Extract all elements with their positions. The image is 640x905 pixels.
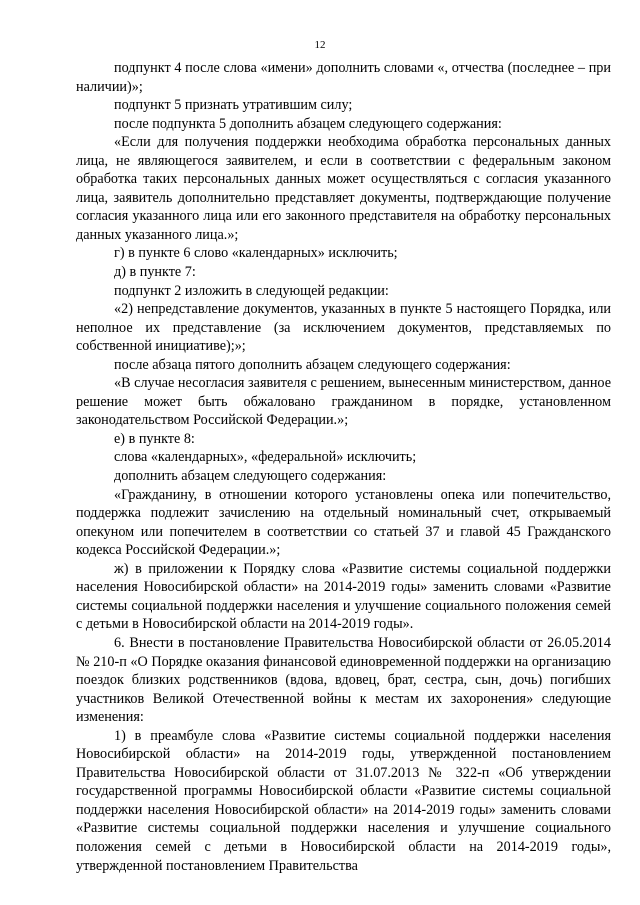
paragraph: «В случае несогласия заявителя с решением, вынесенным министерством, данное решение может быть обжаловано гражданином в порядке, установленном законодательством Российской Федерации.»; bbox=[76, 375, 611, 429]
paragraph: д) в пункте 7: bbox=[114, 264, 196, 281]
paragraph: подпункт 2 изложить в следующей редакции: bbox=[114, 282, 389, 299]
paragraph: слова «календарных», «федеральной» исключить; bbox=[114, 449, 417, 466]
paragraph: е) в пункте 8: bbox=[114, 430, 195, 447]
document-body bbox=[76, 59, 611, 875]
paragraph: подпункт 5 признать утратившим силу; bbox=[114, 97, 353, 114]
paragraph: после абзаца пятого дополнить абзацем следующего содержания: bbox=[114, 356, 511, 373]
paragraph: г) в пункте 6 слово «календарных» исключить; bbox=[114, 245, 398, 262]
paragraph: 6. Внести в постановление Правительства Новосибирской области от 26.05.2014 № 210-п «О Порядке оказания финансовой единовременной поддержки на организацию поездок близких родственников (вдова, вдовец, брат, сестра, сын, дочь) погибших участников Великой Отечественной войны к местам их захоронения» следующие изменения: bbox=[76, 634, 611, 726]
paragraph: ж) в приложении к Порядку слова «Развитие системы социальной поддержки населения Новосибирской области» на 2014-2019 годы» заменить словами «Развитие системы социальной поддержки населения и улучшение социального положения семей с детьми в Новосибирской области на 2014-2019 годы». bbox=[76, 560, 611, 633]
paragraph: 1) в преамбуле слова «Развитие системы социальной поддержки населения Новосибирской области» на 2014-2019 годы, утвержденной постановлением Правительства Новосибирской области от 31.07.2013 № 322-п «Об утверждении государственной программы Новосибирской области «Развитие системы социальной поддержки населения Новосибирской области» на 2014-2019 годы» заменить словами «Развитие системы социальной поддержки населения и улучшение социального положения семей с детьми в Новосибирской области на 2014-2019 годы», утвержденной постановлением Правительства bbox=[76, 727, 611, 874]
paragraph: подпункт 4 после слова «имени» дополнить словами «, отчества (последнее – при наличии)»; bbox=[76, 60, 611, 95]
paragraph: «2) непредставление документов, указанных в пункте 5 настоящего Порядка, или неполное их представление (за исключением документов, представляемых по собственной инициативе);»; bbox=[76, 301, 611, 355]
page-number: 12 bbox=[314, 39, 326, 51]
paragraph: дополнить абзацем следующего содержания: bbox=[114, 468, 387, 485]
paragraph: «Гражданину, в отношении которого установлены опека или попечительство, поддержка подлежит зачислению на отдельный номинальный счет, открываемый опекуном или попечителем в соответствии со статьей 37 и главой 45 Гражданского кодекса Российской Федерации.»; bbox=[76, 486, 611, 559]
paragraph: после подпункта 5 дополнить абзацем следующего содержания: bbox=[114, 115, 502, 132]
paragraph: «Если для получения поддержки необходима обработка персональных данных лица, не являющегося заявителем, и если в соответствии с федеральным законом обработка таких персональных данных может осуществляться с согласия указанного лица, заявитель дополнительно представляет документы, подтверждающие получение согласия указанного лица или его законного представителя на обработку персональных данных указанного лица.»; bbox=[76, 134, 611, 243]
